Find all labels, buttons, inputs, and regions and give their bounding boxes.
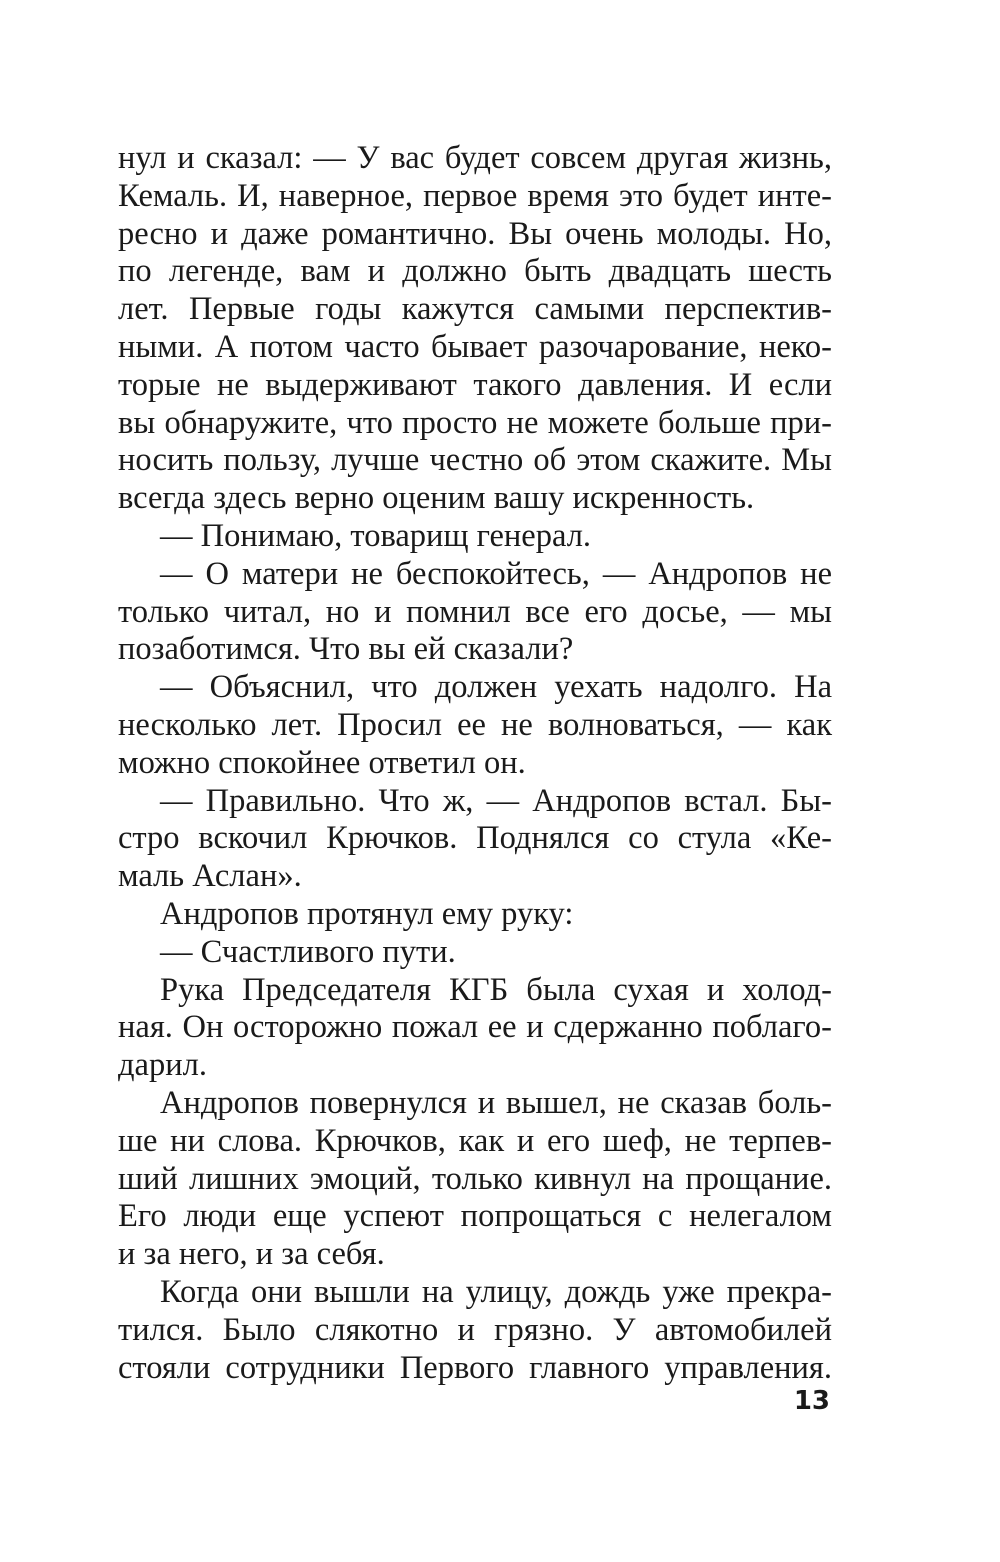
text-line: Когда они вышли на улицу, дождь уже прекра- — [160, 1273, 832, 1310]
text-line: нул и сказал: — У вас будет совсем другая жизнь, — [118, 140, 832, 176]
text-line: ная. Он осторожно пожал ее и сдержанно поблаго- — [118, 1009, 832, 1046]
text-line: носить пользу, лучше честно об этом скажите. Мы — [118, 442, 832, 479]
text-line: дарил. — [118, 1047, 207, 1084]
text-line: всегда здесь верно оценим вашу искренность. — [118, 480, 755, 517]
text-line: позаботимся. Что вы ей сказали? — [118, 631, 574, 668]
text-line: ше ни слова. Крючков, как и его шеф, не терпев- — [118, 1122, 832, 1159]
text-line: несколько лет. Просил ее не волноваться, — как — [118, 706, 832, 743]
page-number: 13 — [793, 1386, 830, 1416]
text-line: ными. А потом часто бывает разочарование, неко- — [118, 328, 832, 365]
text-line: ресно и даже романтично. Вы очень молоды. Но, — [118, 215, 832, 252]
text-line: вы обнаружите, что просто не можете больше при- — [118, 404, 832, 441]
text-line: по легенде, вам и должно быть двадцать шесть — [118, 253, 832, 290]
text-line: — Правильно. Что ж, — Андропов встал. Бы- — [160, 782, 832, 819]
text-line: Рука Председателя КГБ была сухая и холод- — [160, 971, 832, 1008]
text-line: — Понимаю, товарищ генерал. — [160, 517, 592, 554]
text-line: — Объяснил, что должен уехать надолго. На — [160, 669, 832, 706]
text-line: Его люди еще успеют попрощаться с нелегалом — [118, 1198, 832, 1235]
text-line: торые не выдерживают такого давления. И если — [118, 366, 832, 403]
text-line: можно спокойнее ответил он. — [118, 744, 526, 781]
text-line: стояли сотрудники Первого главного управления. — [118, 1349, 832, 1386]
text-line: только читал, но и помнил все его досье, — мы — [118, 593, 832, 630]
text-line: Андропов повернулся и вышел, не сказав боль- — [160, 1084, 832, 1121]
text-line: — О матери не беспокойтесь, — Андропов не — [160, 555, 832, 592]
text-line: лет. Первые годы кажутся самыми перспектив- — [118, 291, 832, 328]
text-line: стро вскочил Крючков. Поднялся со стула «Ке- — [118, 820, 832, 857]
text-line: ший лишних эмоций, только кивнул на прощание. — [118, 1160, 832, 1197]
text-line: Кемаль. И, наверное, первое время это будет инте- — [118, 177, 832, 214]
page-body-text — [118, 140, 832, 1387]
text-line: — Счастливого пути. — [160, 933, 456, 970]
text-line: и за него, и за себя. — [118, 1236, 385, 1273]
text-line: тился. Было слякотно и грязно. У автомобилей — [118, 1311, 832, 1348]
text-line: Андропов протянул ему руку: — [160, 895, 574, 932]
text-line: маль Аслан». — [118, 858, 302, 895]
